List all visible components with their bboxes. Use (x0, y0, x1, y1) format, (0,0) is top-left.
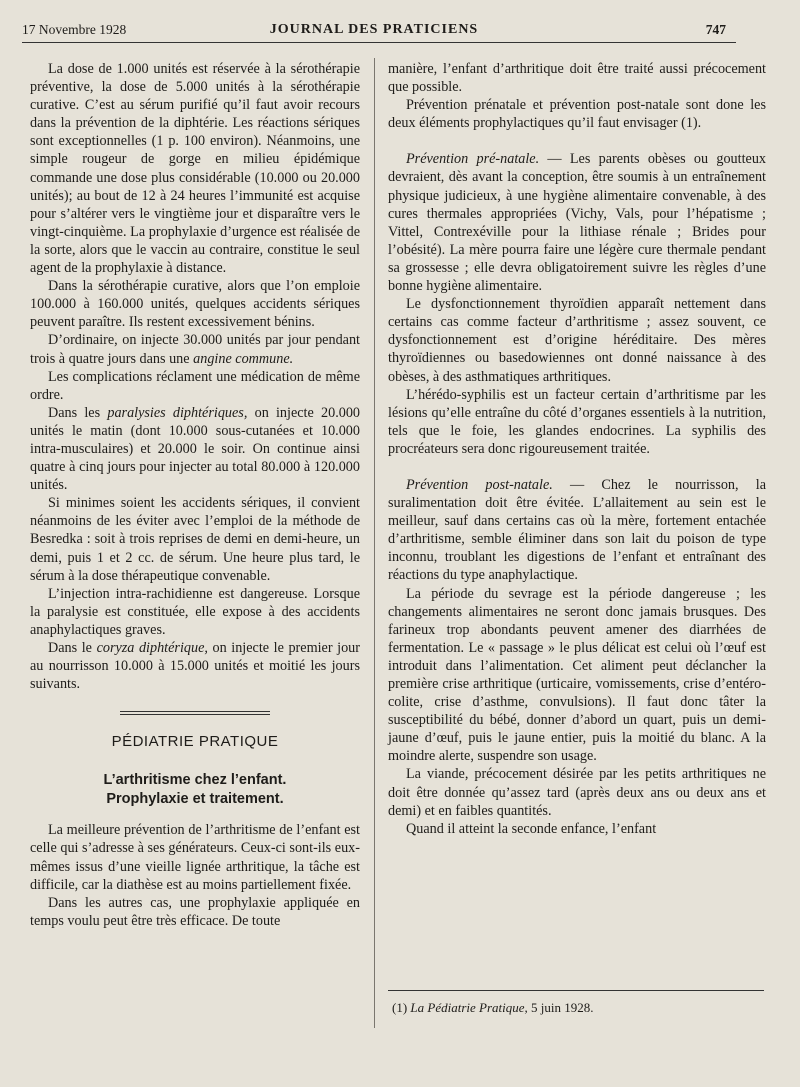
paragraph: Prévention prénatale et prévention post-natale sont done les deux éléments prophylactiques qu’il faut envisager (1). (388, 97, 766, 132)
paragraph: Dans le coryza diphtérique, on injecte le premier jour au nourrisson 10.000 à 15.000 unités et moitié les jours suivants. (30, 640, 361, 693)
paragraph: Prévention post-natale. — Chez le nourrisson, la suralimentation doit être évitée. L’allaitement au sein est le meilleur, sauf dans certains cas où la mère, fortement entachée d’arthritisme, semble éliminer dans son lait du poison de type inconnu, troublant les digestions de l’enfant et entraînant des réactions du type anaphylactique. (388, 476, 766, 584)
page-header (22, 20, 726, 42)
paragraph: L’injection intra-rachidienne est dangereuse. Lorsque la paralysie est constituée, elle expose à des accidents anaphylactiques graves. (30, 585, 360, 638)
header-rule (22, 42, 736, 43)
right-column (388, 60, 766, 838)
section-ornament (120, 711, 270, 715)
paragraph: Dans les paralysies diphtériques, on injecte 20.000 unités le matin (dont 10.000 sous-cutanées et 10.000 intra-musculaires) et 20.000 le soir. On continue ainsi quatre à cinq jours pour injecter au total 80.000 à 120.000 unités. (30, 404, 361, 494)
paragraph: Le dysfonctionnement thyroïdien apparaît nettement dans certains cas comme facteur d’arthritisme ; assez souvent, ce dysfonctionnement est d’origine héréditaire. Des mères thyroïdiennes ou basedowiennes ont donné naissance à des obèses, à des asthmatiques arthritiques. (388, 296, 766, 385)
italic-term: coryza diphtérique, (96, 640, 208, 656)
footnote: (1) La Pédiatrie Pratique, 5 juin 1928. (392, 1000, 594, 1015)
paragraph: Dans les autres cas, une prophylaxie appliquée en temps voulu peut être très efficace. De toute (30, 894, 360, 929)
paragraph: Si minimes soient les accidents sériques, il convient néanmoins de les éviter avec l’emploi de la méthode de Besredka : soit à trois reprises de demi en demi-heure, un demi, puis 1 et 2 cc. de sérum. Une heure plus tard, le sérum à la dose thérapeutique convenable. (30, 495, 360, 584)
subheading: Prévention pré-natale. (406, 151, 540, 168)
paragraph: La viande, précocement désirée par les petits arthritiques ne doit être donnée qu’assez tard (après deux ans ou deux ans et demi) et en faibles quantités. (388, 766, 766, 819)
paragraph: manière, l’enfant d’arthritique doit être traité aussi précocement que possible. (388, 61, 766, 96)
column-divider (374, 58, 375, 1028)
paragraph: Dans la sérothérapie curative, alors que l’on emploie 100.000 à 160.000 unités, quelques accidents sériques peuvent paraître. Ils restent excessivement bénins. (30, 278, 360, 331)
journal-title: JOURNAL DES PRATICIENS (269, 22, 479, 37)
issue-date: 17 Novembre 1928 (22, 22, 127, 37)
paragraph: La période du sevrage est la période dangereuse ; les changements alimentaires ne seront donc jamais brusques. Des farineux trop abondants peuvent amener des diarrhées de fermentation. Le « passage » le plus délicat est celui où l’œuf est introduit dans l’alimentation. Cet aliment peut déclancher la première crise arthritique (urticaire, vomissements, crise d’entéro-colite, crise d’asthme, convulsions). Il faut donc tâter la susceptibilité du bébé, donner d’abord un quart, puis un demi-jaune d’œuf, puis le jaune entier, puis la moitié du blanc. A la moindre alerte, suspendre son usage. (388, 585, 766, 765)
paragraph: La dose de 1.000 unités est réservée à la sérothérapie préventive, la dose de 5.000 unités à la sérothérapie curative. C’est au sérum purifié qu’il faut avoir recours dans la prévention de la diphtérie. Les réactions sériques sont exceptionnelles (1 p. 100 environ). Néanmoins, une simple rougeur de gorge en milieu épidémique commande une dose plus considérable (10.000 ou 20.000 unités); au bout de 12 à 24 heures l’immunité est acquise pour s’altérer vers le vingtième jour et disparaître vers le vingt-cinquième. La prophylaxie d’urgence est réalisée de la sorte, alors que le vaccin au contraire, constitue le seul agent de la prophylaxie à distance. (30, 61, 360, 277)
page-number: 747 (705, 22, 726, 37)
article-title: L’arthritisme chez l’enfant. Prophylaxie et traitement. (103, 772, 287, 808)
paragraph: La meilleure prévention de l’arthritisme de l’enfant est celle qui s’adresse à ses générateurs. Ceux-ci sont-ils eux-mêmes issus d’une vieille lignée arthritique, la tâche est difficile, car la diathèse est au moins partiellement fixée. (30, 822, 360, 893)
paragraph: D’ordinaire, on injecte 30.000 unités par jour pendant trois à quatre jours dans une angine commune. (30, 332, 360, 367)
footnote-rule (388, 990, 764, 991)
subheading: Prévention post-natale. (406, 476, 553, 493)
paragraph: Les complications réclament une médication de même ordre. (30, 368, 360, 403)
left-column (30, 60, 360, 930)
paragraph: L’hérédo-syphilis est un facteur certain d’arthritisme par les lésions qu’elle entraîne du côté d’organes essentiels à la nutrition, tels que le foie, les glandes endocrines. La syphilis des procréateurs sera donc rigoureusement traitée. (388, 386, 766, 457)
paragraph: Prévention pré-natale. — Les parents obèses ou goutteux devraient, dès avant la conception, être soumis à un entraînement physique judicieux, à une hygiène alimentaire convenable, à des cures thermales appropriées (Vichy, Vals, pour l’hépatisme ; Vittel, Contrexéville pour la lithiase rénale ; Brides pour l’obésité). La mère pourra faire une légère cure thermale pendant sa grossesse ; elle devra obligatoirement suivre les règles d’une bonne hygiène alimentaire. (388, 151, 767, 295)
italic-term: angine commune. (193, 350, 294, 367)
italic-term: paralysies diphtériques, (107, 404, 248, 421)
section-title: PÉDIATRIE PRATIQUE (111, 733, 279, 751)
paragraph: Quand il atteint la seconde enfance, l’enfant (406, 820, 657, 837)
